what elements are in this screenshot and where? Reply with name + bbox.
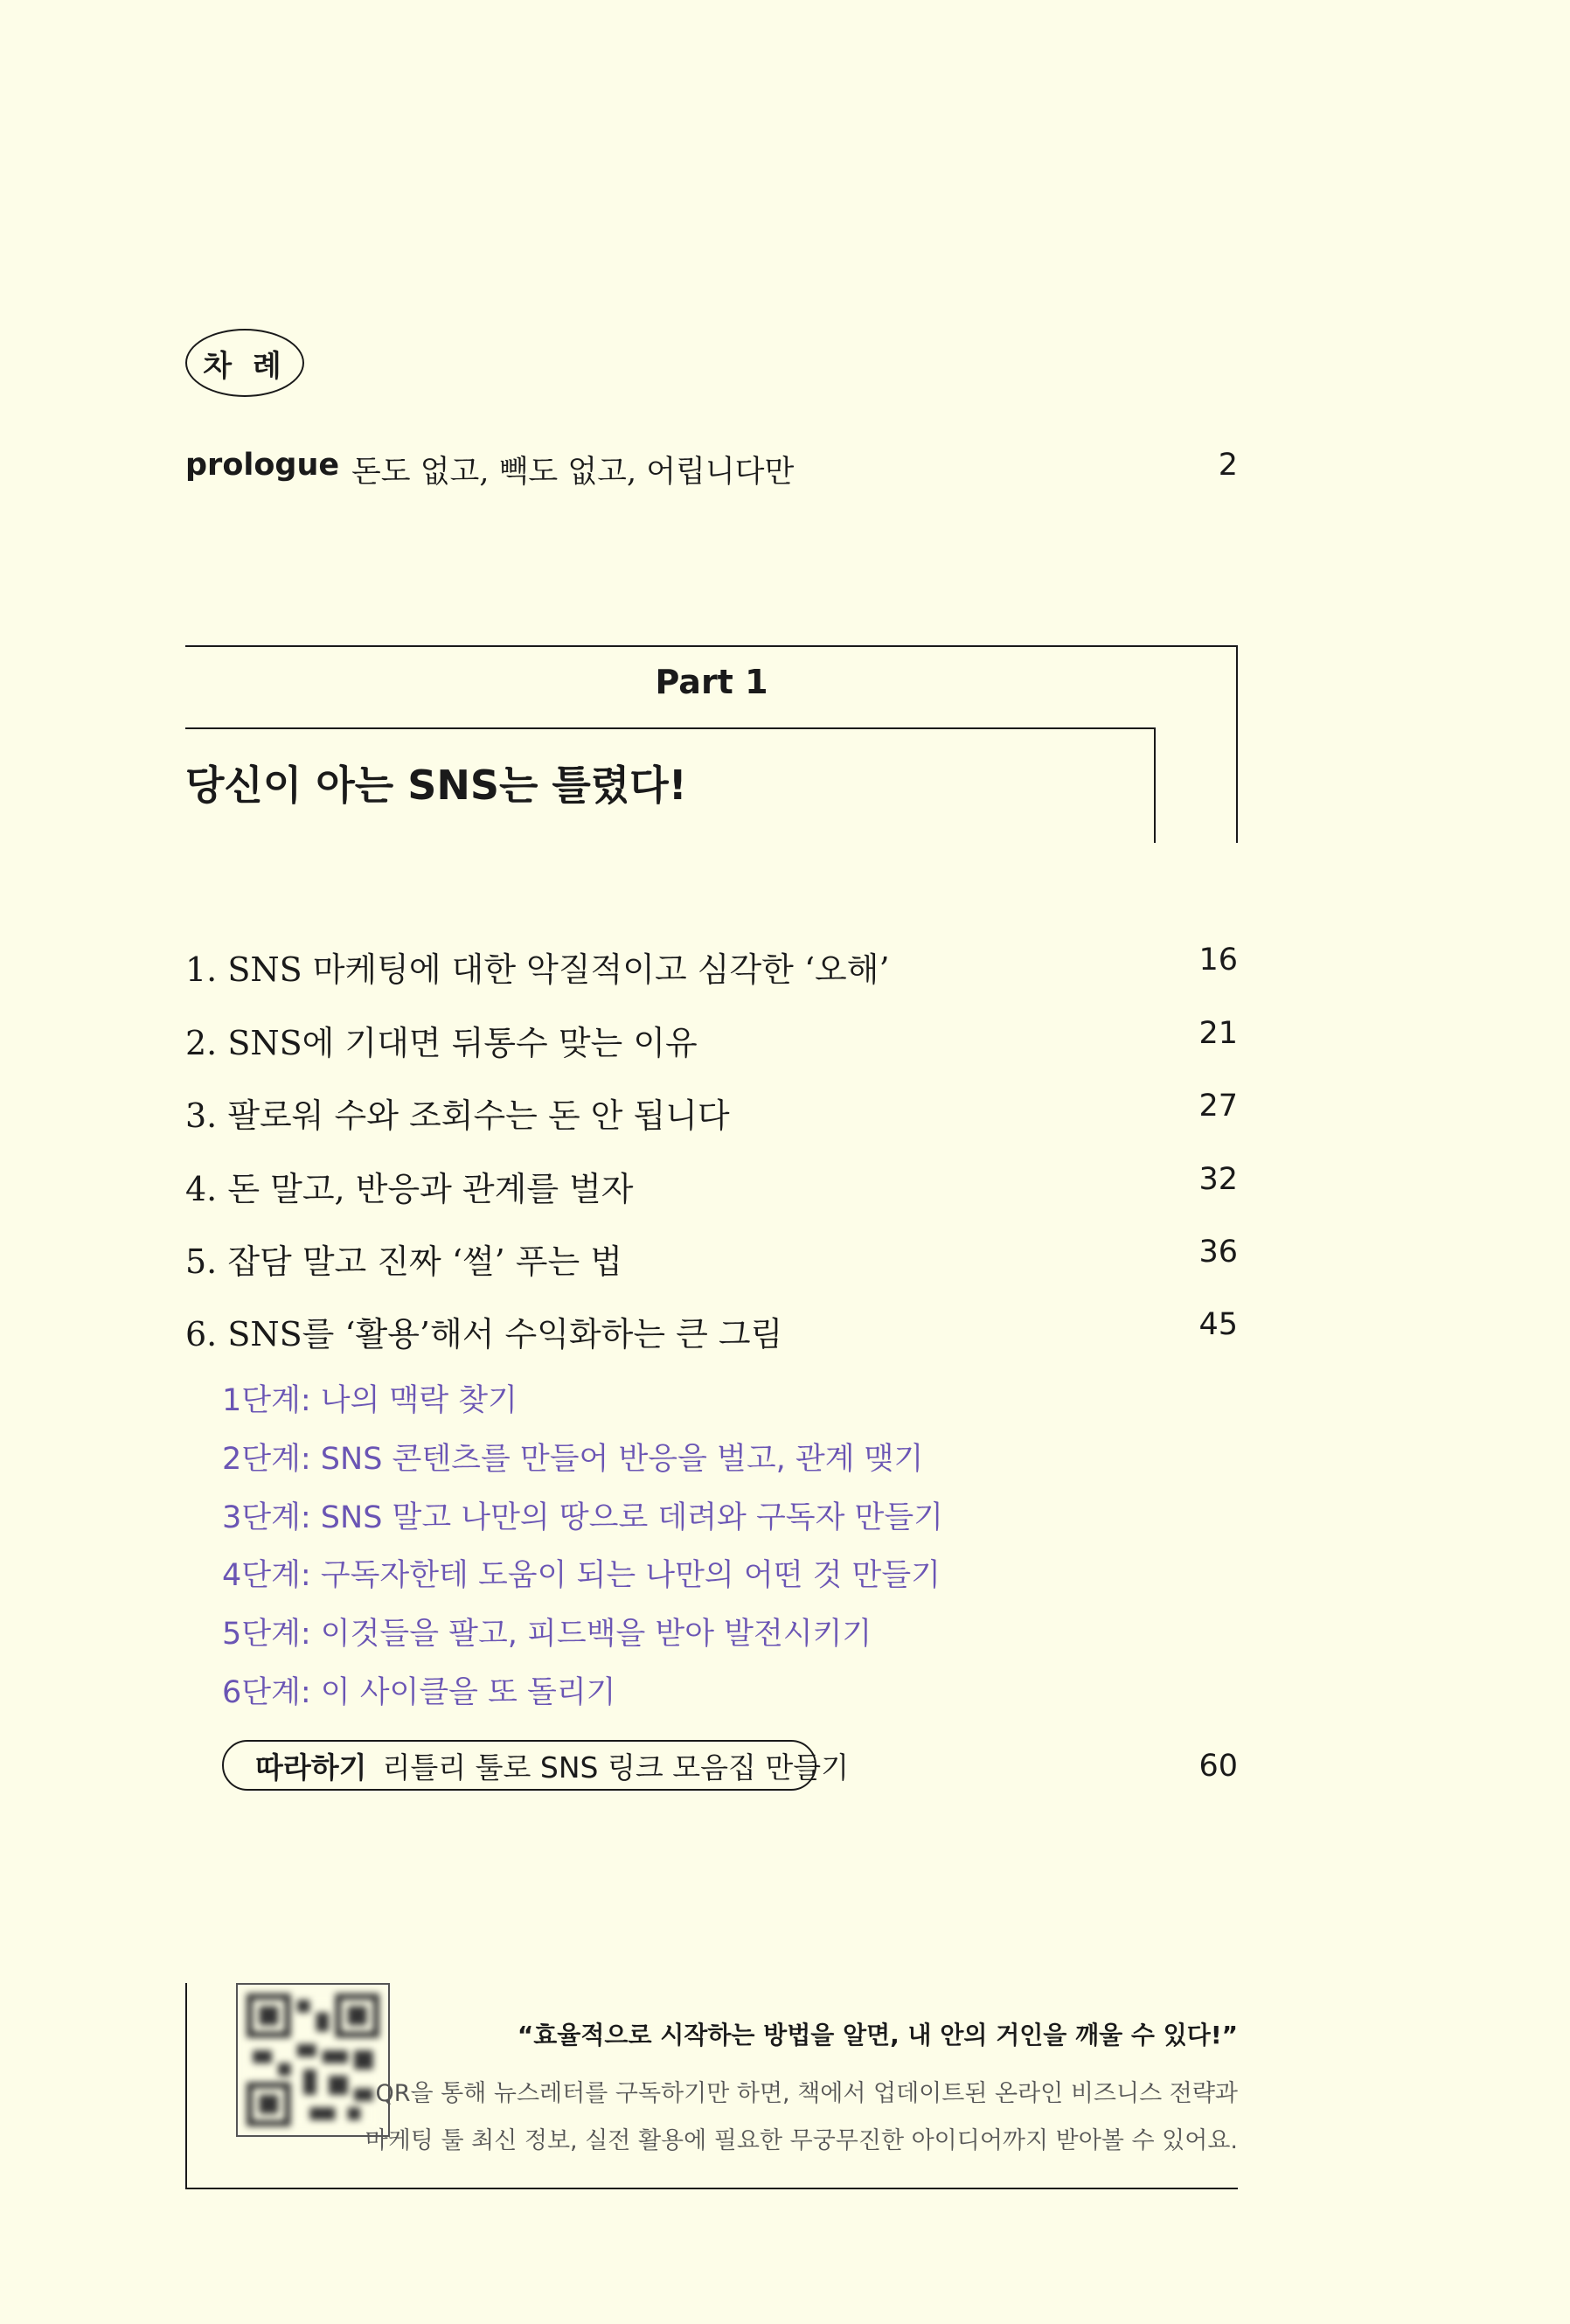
step-item[interactable]: 2단계: SNS 콘텐츠를 만들어 반응을 벌고, 관계 맺기 <box>222 1442 924 1477</box>
chapter-page: 45 <box>1198 1307 1238 1342</box>
prologue-title: 돈도 없고, 빽도 없고, 어립니다만 <box>351 455 795 490</box>
chapter-entry[interactable] <box>185 1089 1238 1138</box>
follow-along-tag: 따라하기 <box>255 1750 367 1785</box>
chapter-title: 1. SNS 마케팅에 대한 악질적이고 심각한 ‘오해’ <box>185 950 890 989</box>
prologue-label: prologue <box>185 448 340 483</box>
chapter-entry[interactable] <box>185 943 1238 992</box>
step-item[interactable]: 3단계: SNS 말고 나만의 땅으로 데려와 구독자 만들기 <box>222 1500 943 1535</box>
follow-along-page: 60 <box>1198 1749 1238 1784</box>
qr-description <box>365 2070 1238 2165</box>
step-item[interactable]: 5단계: 이것들을 팔고, 피드백을 받아 발전시키기 <box>222 1617 872 1652</box>
chapter-entry[interactable] <box>185 1016 1238 1065</box>
qr-box-divider-bottom <box>185 2188 1238 2189</box>
part-label: Part 1 <box>655 663 768 701</box>
step-item[interactable]: 4단계: 구독자한테 도움이 되는 나만의 어떤 것 만들기 <box>222 1558 941 1593</box>
chapter-entry[interactable] <box>185 1235 1238 1284</box>
qr-quote: “효율적으로 시작하는 방법을 알면, 내 안의 거인을 깨울 수 있다!” <box>517 2021 1238 2049</box>
chapter-title: 6. SNS를 ‘활용’해서 수익화하는 큰 그림 <box>185 1315 783 1353</box>
chapter-entry[interactable] <box>185 1307 1238 1356</box>
step-item[interactable]: 1단계: 나의 맥락 찾기 <box>222 1383 518 1418</box>
part-divider-inner <box>1154 727 1156 843</box>
prologue-entry[interactable] <box>185 448 1238 497</box>
follow-along-page-row <box>185 1749 1238 1798</box>
chapter-page: 32 <box>1198 1162 1238 1197</box>
toc-heading: 차 례 <box>185 329 304 397</box>
prologue-page: 2 <box>1218 448 1238 483</box>
chapter-page: 36 <box>1198 1235 1238 1270</box>
chapter-page: 21 <box>1198 1016 1238 1051</box>
follow-along-title: 리틀리 툴로 SNS 링크 모음집 만들기 <box>382 1750 849 1785</box>
chapter-title: 2. SNS에 기대면 뒤통수 맞는 이유 <box>185 1024 698 1062</box>
qr-description-line: 마케팅 툴 최신 정보, 실전 활용에 필요한 무궁무진한 아이디어까지 받아볼 수 있어요. <box>365 2127 1238 2154</box>
part-divider-top <box>185 645 1238 647</box>
chapter-page: 16 <box>1198 943 1238 978</box>
step-item[interactable]: 6단계: 이 사이클을 또 돌리기 <box>222 1675 616 1710</box>
chapter-title: 4. 돈 말고, 반응과 관계를 벌자 <box>185 1170 634 1208</box>
qr-description-line: QR을 통해 뉴스레터를 구독하기만 하면, 책에서 업데이트된 온라인 비즈니스 전략과 <box>375 2080 1238 2107</box>
part-divider-mid <box>185 727 1156 729</box>
chapter-title: 3. 팔로워 수와 조회수는 돈 안 됩니다 <box>185 1096 730 1135</box>
qr-box-divider-left <box>185 1983 187 2188</box>
chapter-page: 27 <box>1198 1089 1238 1124</box>
part-title: 당신이 아는 SNS는 틀렸다! <box>185 762 687 809</box>
qr-code-icon <box>247 1993 379 2126</box>
chapter-title: 5. 잡담 말고 진짜 ‘썰’ 푸는 법 <box>185 1242 622 1281</box>
chapter-entry[interactable] <box>185 1162 1238 1211</box>
